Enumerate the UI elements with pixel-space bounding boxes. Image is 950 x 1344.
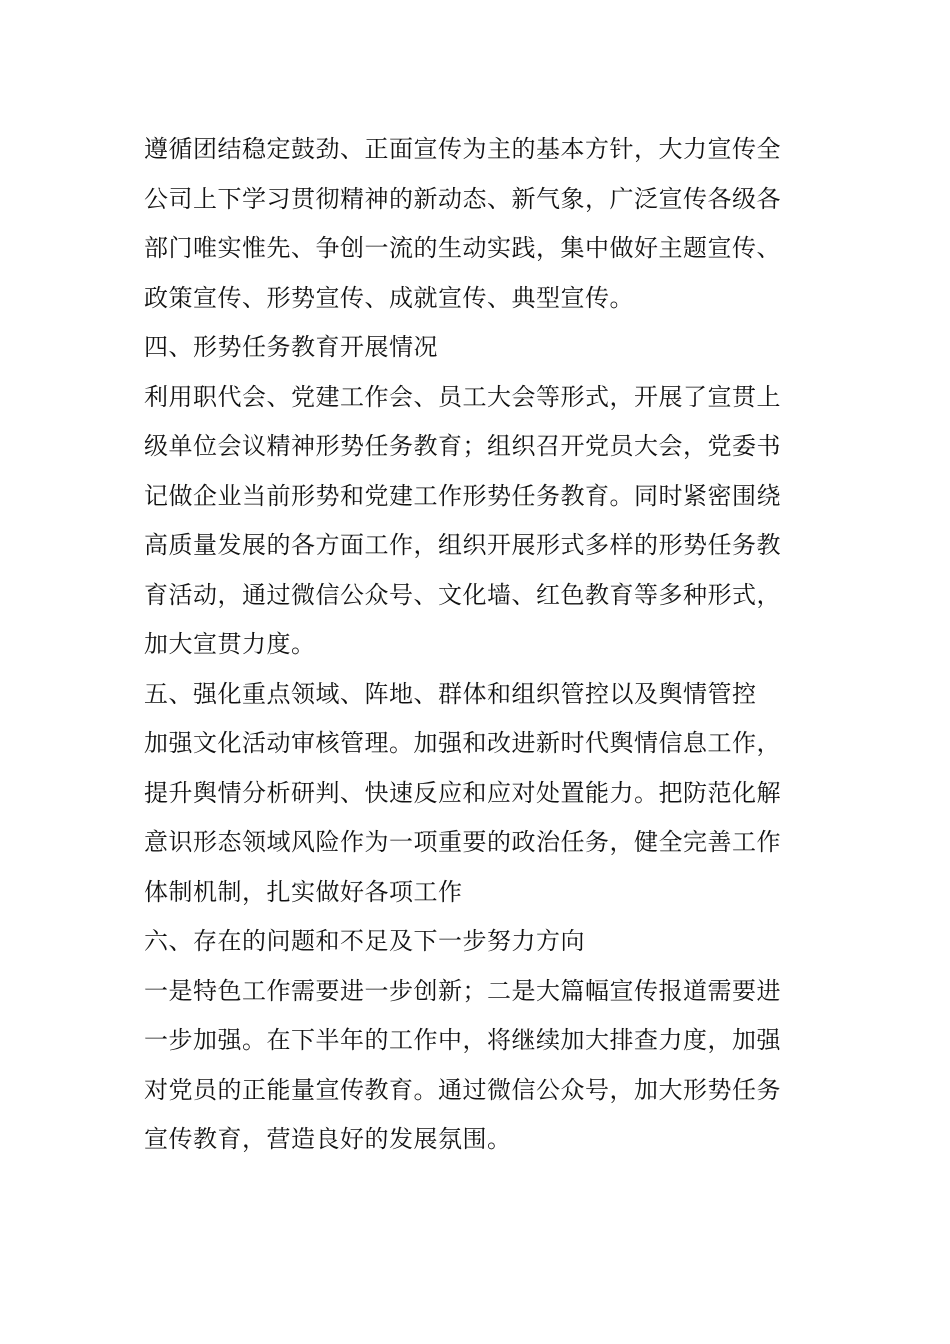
- section-heading-4: 四、形势任务教育开展情况: [144, 333, 438, 361]
- body-text-line: 部门唯实惟先、争创一流的生动实践，集中做好主题宣传、: [144, 234, 781, 262]
- document-body: [144, 125, 814, 1165]
- body-text-line: 一是特色工作需要进一步创新；二是大篇幅宣传报道需要进: [144, 976, 781, 1005]
- body-text-line: 级单位会议精神形势任务教育；组织召开党员大会，党委书: [144, 432, 781, 460]
- section-heading-6: 六、存在的问题和不足及下一步努力方向: [144, 927, 585, 955]
- body-text-line: 育活动，通过微信公众号、文化墙、红色教育等多种形式，: [144, 580, 781, 609]
- body-text-line: 体制机制，扎实做好各项工作: [144, 877, 463, 906]
- body-text-line: 记做企业当前形势和党建工作形势任务教育。同时紧密围绕: [144, 481, 781, 510]
- body-text-line: 政策宣传、形势宣传、成就宣传、典型宣传。: [144, 283, 634, 312]
- body-text-line: 宣传教育，营造良好的发展氛围。: [144, 1125, 512, 1153]
- body-text-line: 对党员的正能量宣传教育。通过微信公众号，加大形势任务: [144, 1075, 781, 1104]
- body-text-line: 利用职代会、党建工作会、员工大会等形式，开展了宣贯上: [144, 382, 781, 411]
- section-heading-5: 五、强化重点领域、阵地、群体和组织管控以及舆情管控: [144, 679, 757, 708]
- body-text-line: 一步加强。在下半年的工作中，将继续加大排查力度，加强: [144, 1026, 781, 1054]
- body-text-line: 提升舆情分析研判、快速反应和应对处置能力。把防范化解: [144, 778, 781, 807]
- body-text-line: 遵循团结稳定鼓劲、正面宣传为主的基本方针，大力宣传全: [144, 135, 781, 163]
- body-text-line: 加大宣贯力度。: [144, 630, 316, 658]
- body-text-line: 公司上下学习贯彻精神的新动态、新气象，广泛宣传各级各: [144, 184, 781, 213]
- body-text-line: 加强文化活动审核管理。加强和改进新时代舆情信息工作，: [144, 729, 781, 757]
- body-text-line: 高质量发展的各方面工作，组织开展形式多样的形势任务教: [144, 531, 781, 559]
- body-text-line: 意识形态领域风险作为一项重要的政治任务，健全完善工作: [144, 828, 781, 856]
